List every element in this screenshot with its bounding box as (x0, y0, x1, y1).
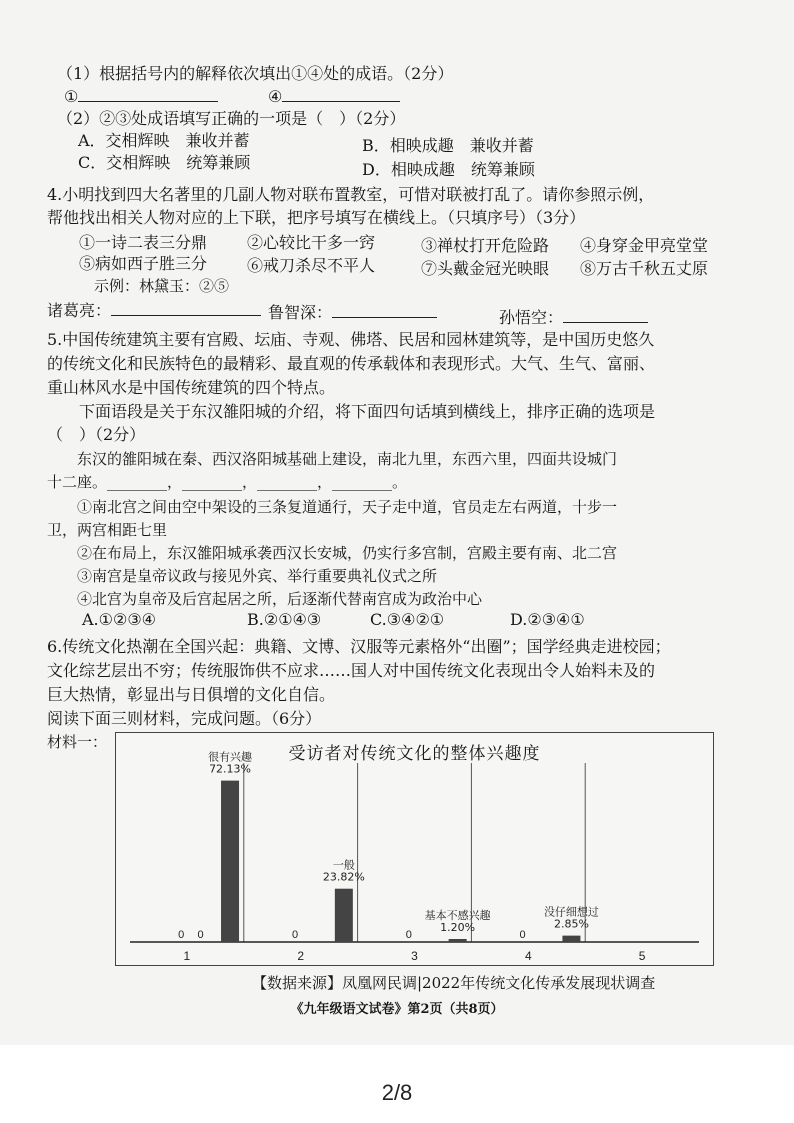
couplet-item: ⑧万古千秋五丈原 (580, 259, 709, 278)
couplet-item: ①一诗二表三分鼎 (79, 233, 208, 252)
option-d: D．相映成趣 统筹兼顾 (362, 160, 535, 179)
zero-value-label: 0 (519, 929, 526, 941)
interest-bar-chart (115, 732, 714, 966)
q5-passage: 十二座。________，________，________，________。 (47, 473, 408, 491)
page-footer: 《九年级语文试卷》第2页（共8页） (290, 1002, 504, 1017)
bar-category-label: 基本不感兴趣 (424, 909, 491, 922)
answer-mark-4: ④ (268, 87, 283, 106)
zero-value-label: 0 (405, 929, 412, 941)
q4-example: 示例：林黛玉：②⑤ (94, 277, 230, 295)
q6-line: 文化综艺层出不穷；传统服饰供不应求……国人对中国传统文化表现出令人始料未及的 (47, 661, 656, 680)
q5-sentence: 卫，两宫相距七里 (47, 521, 168, 539)
bar (221, 781, 239, 942)
q6-line: 巨大热情，彰显出与日俱增的文化自信。 (47, 685, 336, 704)
couplet-item: ③禅杖打开危险路 (421, 236, 550, 255)
x-tick-label: 3 (411, 949, 418, 963)
q4-line2: 帮他找出相关人物对应的上下联，把序号填写在横线上。（只填序号）（3分） (47, 208, 586, 227)
question-part2: （2）②③处成语填写正确的一项是（ ）（2分） (57, 109, 406, 128)
q6-line: 阅读下面三则材料，完成问题。（6分） (47, 709, 322, 728)
answer-label: 诸葛亮： (47, 301, 112, 320)
answer-blank[interactable] (111, 299, 261, 316)
bar-value-label: 1.20% (440, 921, 476, 934)
zero-value-label: 0 (178, 929, 185, 941)
answer-label: 鲁智深： (268, 303, 333, 322)
x-tick-label: 1 (183, 949, 191, 963)
bar-value-label: 72.13% (209, 762, 252, 776)
couplet-item: ⑦头戴金冠光映眼 (421, 259, 550, 278)
q5-line: 重山林风水是中国传统建筑的四个特点。 (47, 378, 336, 397)
q5-sentence: ④北宫为皇帝及后宫起居之所，后逐渐代替南宫成为政治中心 (47, 590, 483, 608)
bar (449, 939, 467, 942)
q5-sentence: ②在布局上，东汉雒阳城承袭西汉长安城，仍实行多宫制，宫殿主要有南、北二宫 (47, 544, 618, 562)
answer-blank[interactable] (332, 301, 437, 318)
page-indicator: 2/8 (381, 1080, 413, 1105)
x-tick-label: 5 (638, 949, 646, 963)
bar (335, 889, 353, 942)
option-a: A．交相辉映 兼收并蓄 (78, 131, 250, 150)
answer-line-1 (64, 85, 218, 107)
answer-mark-1: ① (64, 87, 79, 106)
x-tick-label: 2 (297, 949, 305, 963)
option-b: B．相映成趣 兼收并蓄 (362, 136, 534, 155)
answer-blank[interactable] (563, 306, 648, 323)
q4-line1: 4.小明找到四大名著里的几副人物对联布置教室，可惜对联被打乱了。请你参照示例， (47, 185, 655, 204)
couplet-item: ⑤病如西子胜三分 (79, 254, 208, 273)
answer-sunwukong (499, 306, 648, 328)
q5-line: 5.中国传统建筑主要有宫殿、坛庙、寺观、佛塔、民居和园林建筑等，是中国历史悠久 (47, 330, 655, 349)
couplet-item: ②心较比干多一窍 (247, 233, 376, 252)
q5-line: 的传统文化和民族特色的最精彩、最直观的传承载体和表现形式。大气、生气、富丽、 (47, 354, 656, 373)
bar-value-label: 23.82% (322, 870, 365, 884)
couplet-item: ⑥戒刀杀尽不平人 (247, 256, 376, 275)
answer-blank-4[interactable] (282, 85, 400, 102)
q5-option: C.③④②① (370, 610, 445, 629)
q5-option: B.②①④③ (247, 610, 322, 629)
option-c: C．交相辉映 统筹兼顾 (78, 153, 251, 172)
q5-line: （ ）（2分） (47, 425, 146, 444)
bar-category-label: 一般 (332, 858, 355, 872)
couplet-item: ④身穿金甲亮堂堂 (580, 236, 709, 255)
question-part1: （1）根据括号内的解释依次填出①④处的成语。（2分） (57, 64, 454, 83)
answer-label: 孙悟空： (499, 308, 564, 327)
bar-value-label: 2.85% (553, 917, 589, 931)
material-label: 材料一： (47, 733, 108, 751)
x-tick-label: 4 (524, 949, 532, 963)
q5-option: D.②③④① (510, 610, 585, 629)
answer-luzhishen (268, 301, 437, 323)
chart-title: 受访者对传统文化的整体兴趣度 (288, 744, 541, 764)
q5-option: A.①②③④ (82, 610, 157, 629)
bar (562, 936, 580, 942)
zero-value-label: 0 (197, 929, 204, 941)
answer-line-4 (268, 85, 400, 107)
q5-sentence: ③南宫是皇帝议政与接见外宾、举行重要典礼仪式之所 (47, 567, 438, 585)
answer-zhugeliang (47, 299, 261, 321)
q6-line: 6.传统文化热潮在全国兴起：典籍、文博、汉服等元素格外“出圈”；国学经典走进校园； (47, 637, 671, 656)
data-source: 【数据来源】凤凰网民调|2022年传统文化传承发展现状调查 (252, 974, 656, 992)
q5-sentence: ①南北宫之间由空中架设的三条复道通行，天子走中道，官员走左右两道，十步一 (47, 498, 618, 516)
chart-plot (116, 733, 713, 965)
answer-blank-1[interactable] (78, 85, 218, 102)
q5-passage: 东汉的雒阳城在秦、西汉洛阳城基础上建设，南北九里，东西六里，四面共设城门 (47, 450, 618, 468)
bar-category-label: 很有兴趣 (208, 750, 253, 764)
q5-line: 下面语段是关于东汉雒阳城的介绍，将下面四句话填到横线上，排序正确的选项是 (47, 402, 656, 421)
zero-value-label: 0 (291, 929, 299, 941)
bar-category-label: 没仔细想过 (543, 905, 599, 919)
